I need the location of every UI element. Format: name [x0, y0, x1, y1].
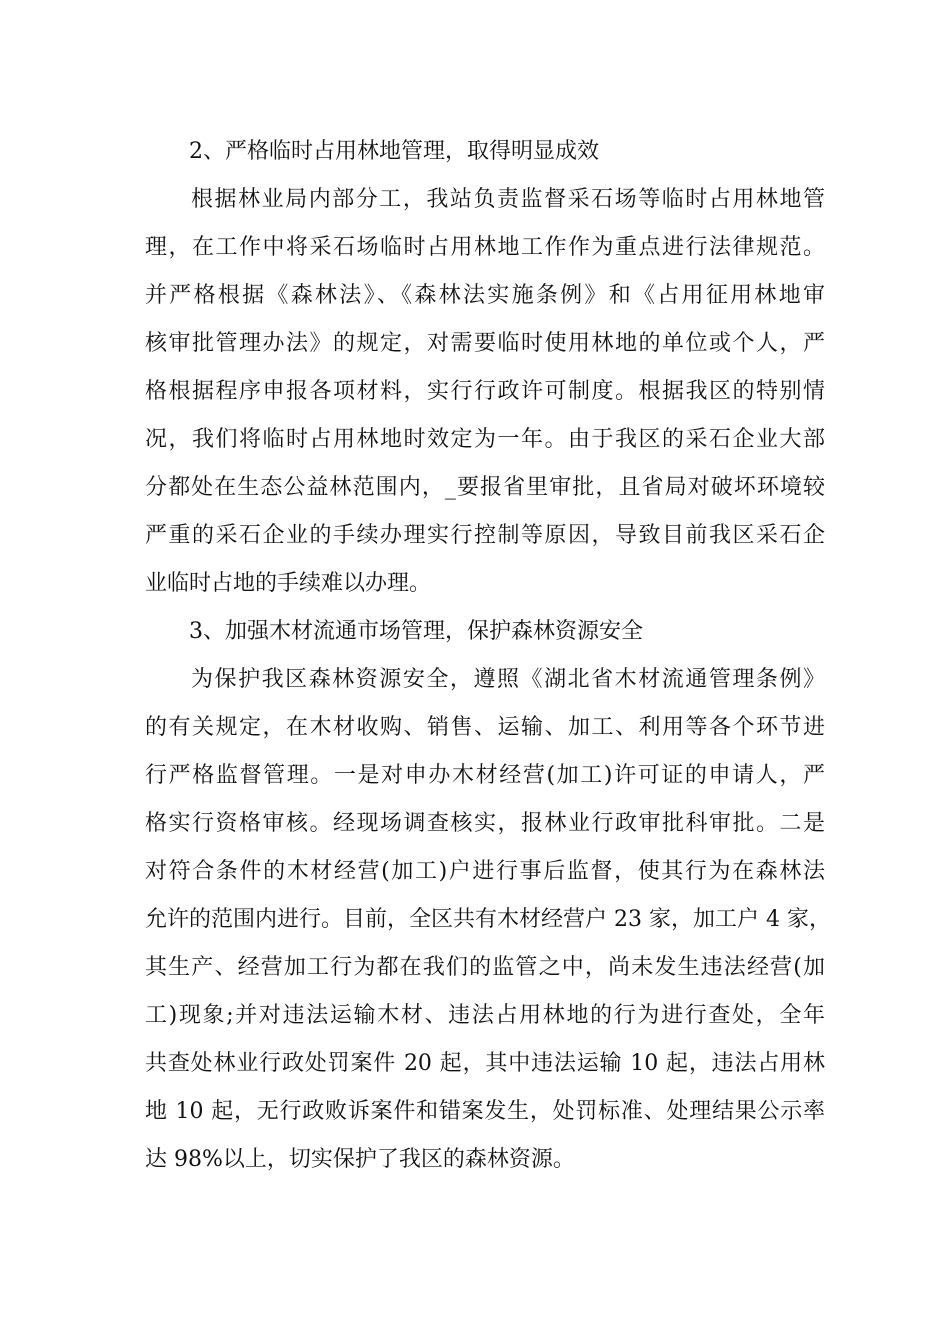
paragraph-line: 严重的采石企业的手续办理实行控制等原因，导致目前我区采石企 — [145, 523, 825, 548]
paragraph-line: 工)现象;并对违法运输木材、违法占用林地的行为进行查处，全年 — [145, 1003, 825, 1028]
paragraph-line: 达 98%以上，切实保护了我区的森林资源。 — [145, 1147, 575, 1172]
paragraph-timber-market — [145, 656, 831, 1184]
paragraph-line: 核审批管理办法》的规定，对需要临时使用林地的单位或个人，严 — [145, 331, 825, 356]
paragraph-line: 对符合条件的木材经营(加工)户进行事后监督，使其行为在森林法 — [145, 859, 825, 884]
paragraph-line: 地 10 起，无行政败诉案件和错案发生，处罚标准、处理结果公示率 — [145, 1099, 825, 1124]
section-heading-2: 2、严格临时占用林地管理，取得明显成效 — [189, 139, 599, 164]
paragraph-line: 其生产、经营加工行为都在我们的监管之中，尚未发生违法经营(加 — [145, 955, 825, 980]
paragraph-line: 理，在工作中将采石场临时占用林地工作作为重点进行法律规范。 — [145, 235, 825, 260]
paragraph-line: 分都处在生态公益林范围内，_要报省里审批，且省局对破坏环境较 — [145, 475, 825, 500]
paragraph-line: 为保护我区森林资源安全，遵照《湖北省木材流通管理条例》 — [191, 667, 825, 692]
paragraph-line: 格根据程序申报各项材料，实行行政许可制度。根据我区的特别情 — [145, 379, 825, 404]
paragraph-line: 允许的范围内进行。目前，全区共有木材经营户 23 家，加工户 4 家， — [145, 907, 831, 932]
document-body — [145, 128, 831, 1184]
paragraph-line: 共查处林业行政处罚案件 20 起，其中违法运输 10 起，违法占用林 — [145, 1051, 825, 1076]
paragraph-temporary-forest-land — [145, 176, 825, 608]
paragraph-line: 业临时占地的手续难以办理。 — [145, 571, 432, 596]
section-heading-3: 3、加强木材流通市场管理，保护森林资源安全 — [189, 619, 643, 644]
paragraph-line: 格实行资格审核。经现场调查核实，报林业行政审批科审批。二是 — [145, 811, 825, 836]
paragraph-line: 况，我们将临时占用林地时效定为一年。由于我区的采石企业大部 — [145, 427, 825, 452]
paragraph-line: 的有关规定，在木材收购、销售、运输、加工、利用等各个环节进 — [145, 715, 825, 740]
paragraph-line: 根据林业局内部分工，我站负责监督采石场等临时占用林地管 — [191, 187, 825, 212]
paragraph-line: 并严格根据《森林法》、《森林法实施条例》和《占用征用林地审 — [145, 283, 825, 308]
paragraph-line: 行严格监督管理。一是对申办木材经营(加工)许可证的申请人，严 — [145, 763, 825, 788]
